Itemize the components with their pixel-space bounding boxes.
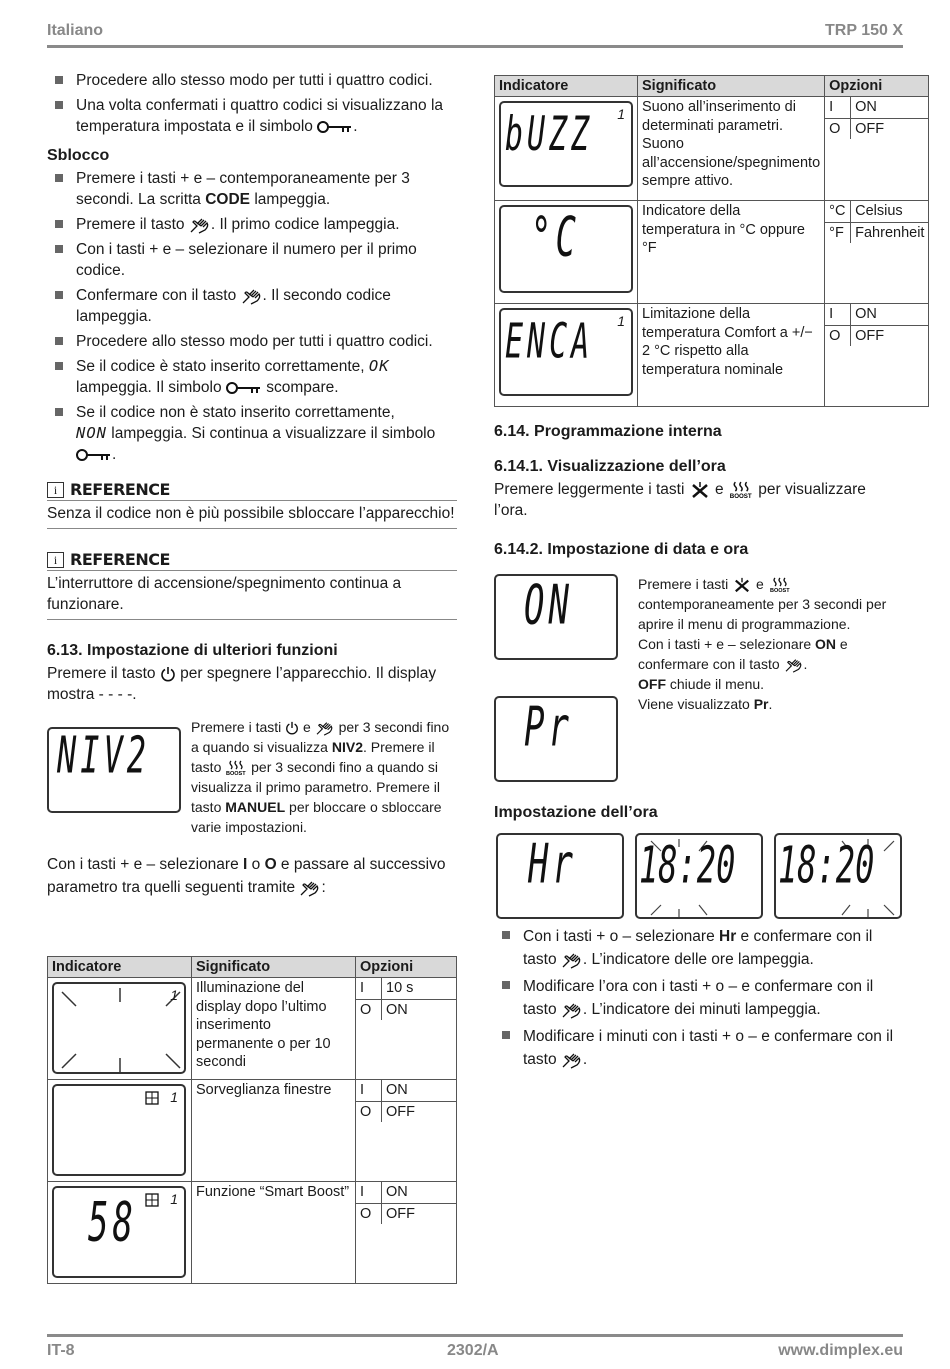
lcd-display — [52, 1186, 186, 1278]
reference-note — [47, 479, 457, 529]
key-icon — [226, 381, 262, 395]
lcd-display — [774, 833, 902, 919]
hand-icon — [315, 720, 335, 736]
boost-icon — [225, 760, 247, 776]
sblocco-heading: Sblocco — [47, 147, 110, 164]
list-item: Modificare l’ora con i tasti + o – e confermare con il tasto . L’indicatore dei minuti lampeggia. — [494, 975, 903, 1021]
table-row: 1 Illuminazione del display dopo l’ultimo inserimento permanente o per 10 secondi I 10 s O ON — [48, 978, 457, 1080]
lcd-text: 18:20 — [778, 834, 875, 896]
svg-text:BOOST: BOOST — [769, 588, 790, 594]
header-rule — [47, 45, 903, 48]
window-icon — [144, 1090, 160, 1106]
meaning-cell: Limitazione della temperatura Comfort a +/− 2 °C rispetto alla temperatura nominale — [638, 304, 825, 407]
header-model: TRP 150 X — [825, 22, 903, 39]
lcd-text: ON — [524, 574, 573, 638]
table-header: Indicatore — [495, 76, 638, 97]
niv2-block — [47, 717, 457, 847]
niv2-description: Premere i tasti e per 3 secondi fino a quando si visualizza NIV2. Premere il tasto BOOST per 3 secondi fino a quando si visualizza il primo parametro. Premere il tasto MANUEL per bloccare o sbloccare varie impostazioni. — [191, 719, 450, 835]
table-header: Opzioni — [356, 957, 457, 978]
list-item: Con i tasti + e – selezionare il numero per il primo codice. — [47, 239, 457, 281]
section-6-14-2-heading: 6.14.2. Impostazione di data e ora — [494, 541, 749, 558]
table-row: 1 Sorveglianza finestre I ON O OFF — [48, 1080, 457, 1182]
lcd-display — [52, 982, 186, 1074]
hand-icon — [241, 287, 263, 305]
reference-label: REFERENCE — [70, 480, 170, 499]
section-6-14-heading: 6.14. Programmazione interna — [494, 423, 722, 440]
right-function-table — [494, 75, 925, 407]
lcd-display — [494, 574, 618, 660]
power-icon — [160, 666, 176, 682]
list-item: Premere il tasto . Il primo codice lampeggia. — [47, 214, 457, 235]
lcd-corner-digit: 1 — [617, 106, 625, 122]
list-item: Modificare i minuti con i tasti + o – e confermare con il tasto . — [494, 1025, 903, 1071]
section-6-13-heading: 6.13. Impostazione di ulteriori funzioni — [47, 642, 338, 659]
lcd-text: ENCA — [505, 314, 594, 371]
ora-heading: Impostazione dell’ora — [494, 804, 658, 821]
power-icon — [285, 721, 299, 735]
reference-note — [47, 549, 457, 620]
lcd-text: °C — [531, 205, 580, 270]
boost-icon — [768, 577, 792, 593]
info-icon: i — [47, 482, 64, 498]
svg-text:BOOST: BOOST — [729, 492, 752, 499]
footer-page: IT-8 — [47, 1342, 75, 1359]
lcd-display — [496, 833, 624, 919]
list-item: Una volta confermati i quattro codici si visualizzano la temperatura impostata e il simbolo . — [47, 95, 457, 137]
reference-text: L’interruttore di accensione/spegnimento continua a funzionare. — [47, 575, 402, 613]
meaning-cell: Indicatore della temperatura in °C oppure °F — [638, 201, 825, 304]
hand-icon — [189, 216, 211, 234]
lcd-display — [499, 205, 633, 293]
list-item: Se il codice non è stato inserito correttamente, NON lampeggia. Si continua a visualizzare il simbolo . — [47, 402, 457, 465]
time-lcd-row — [494, 833, 903, 925]
list-item: Procedere allo stesso modo per tutti i quattro codici. — [47, 70, 457, 91]
section-6-13-intro: Premere il tasto per spegnere l’apparecchio. Il display mostra - - - -. — [47, 665, 437, 703]
lcd-corner-digit: 1 — [170, 1089, 178, 1105]
left-function-table — [47, 956, 457, 1284]
footer-site-link[interactable]: www.dimplex.eu — [778, 1342, 903, 1359]
hand-icon — [561, 1051, 583, 1069]
table-header: Significato — [192, 957, 356, 978]
section-6-14-1-heading: 6.14.1. Visualizzazione dell’ora — [494, 458, 726, 475]
lcd-text: 58 — [88, 1190, 137, 1255]
date-time-description: Premere i tasti e BOOST contemporaneamente per 3 secondi per aprire il menu di programmazione. Con i tasti + e – selezionare ON e confermare con il tasto . OFF chiude il menu. Viene visualizzato Pr. — [638, 576, 887, 712]
lcd-display — [499, 308, 633, 396]
lcd-display: NIV2 — [47, 727, 181, 813]
lcd-text: 18:20 — [639, 834, 736, 896]
boost-icon — [728, 481, 754, 499]
table-row: °C Indicatore della temperatura in °C oppure °F °C Celsius °F Fahrenheit — [495, 201, 929, 304]
lcd-display — [499, 101, 633, 187]
lcd-display — [635, 833, 763, 919]
list-item: Con i tasti + o – selezionare Hr e confermare con il tasto . L’indicatore delle ore lampeggia. — [494, 925, 903, 971]
comfort-icon — [732, 577, 752, 593]
left-column — [47, 70, 457, 899]
lcd-corner-digit: 1 — [170, 987, 178, 1003]
section-6-13-select: Con i tasti + e – selezionare I o O e passare al successivo parametro tra quelli seguenti tramite : — [47, 856, 446, 896]
window-icon — [144, 1192, 160, 1208]
header-language: Italiano — [47, 22, 104, 39]
key-icon — [317, 120, 353, 134]
backlight-rays-icon — [54, 984, 186, 1074]
lcd-text: Pr — [524, 696, 573, 760]
lcd-text: Hr — [528, 833, 577, 897]
section-6-14-1-text: Premere leggermente i tasti e BOOST per visualizzare l’ora. — [494, 481, 866, 519]
date-time-block — [494, 574, 903, 802]
hand-icon — [784, 657, 804, 673]
table-row: 1 58 Funzione “Smart Boost” I ON O OFF — [48, 1182, 457, 1284]
lcd-display — [52, 1084, 186, 1176]
lcd-text: bUZZ — [505, 107, 594, 164]
hand-icon — [561, 951, 583, 969]
hand-icon — [561, 1001, 583, 1019]
reference-label: REFERENCE — [70, 550, 170, 569]
reference-text: Senza il codice non è più possibile sbloccare l’apparecchio! — [47, 505, 455, 522]
lcd-corner-digit: 1 — [170, 1191, 178, 1207]
list-item: Procedere allo stesso modo per tutti i quattro codici. — [47, 331, 457, 352]
table-row: 1 ENCA Limitazione della temperatura Comfort a +/− 2 °C rispetto alla temperatura nominale I ON O OFF — [495, 304, 929, 407]
meaning-cell: Suono all’inserimento di determinati parametri. Suono all’accensione/spegnimento sempre attivo. — [638, 97, 825, 201]
table-header: Opzioni — [825, 76, 929, 97]
hand-icon — [299, 879, 321, 897]
key-icon — [76, 448, 112, 462]
right-column — [494, 421, 903, 1075]
list-item: Se il codice è stato inserito correttamente, OK lampeggia. Il simbolo scompare. — [47, 356, 457, 398]
comfort-icon — [689, 481, 711, 499]
table-row: 1 bUZZ Suono all’inserimento di determinati parametri. Suono all’accensione/spegnimento sempre attivo. I ON O OFF — [495, 97, 929, 201]
footer-rule — [47, 1334, 903, 1337]
list-item: Premere i tasti + e – contemporaneamente per 3 secondi. La scritta CODE lampeggia. — [47, 168, 457, 210]
table-header: Indicatore — [48, 957, 192, 978]
list-item: Confermare con il tasto . Il secondo codice lampeggia. — [47, 285, 457, 327]
svg-text:BOOST: BOOST — [226, 771, 246, 777]
lcd-display — [494, 696, 618, 782]
meaning-cell: Funzione “Smart Boost” — [192, 1182, 356, 1284]
footer-code: 2302/A — [447, 1342, 499, 1359]
lcd-corner-digit: 1 — [617, 313, 625, 329]
meaning-cell: Illuminazione del display dopo l’ultimo inserimento permanente o per 10 secondi — [192, 978, 356, 1080]
table-header: Significato — [638, 76, 825, 97]
info-icon: i — [47, 552, 64, 568]
meaning-cell: Sorveglianza finestre — [192, 1080, 356, 1182]
